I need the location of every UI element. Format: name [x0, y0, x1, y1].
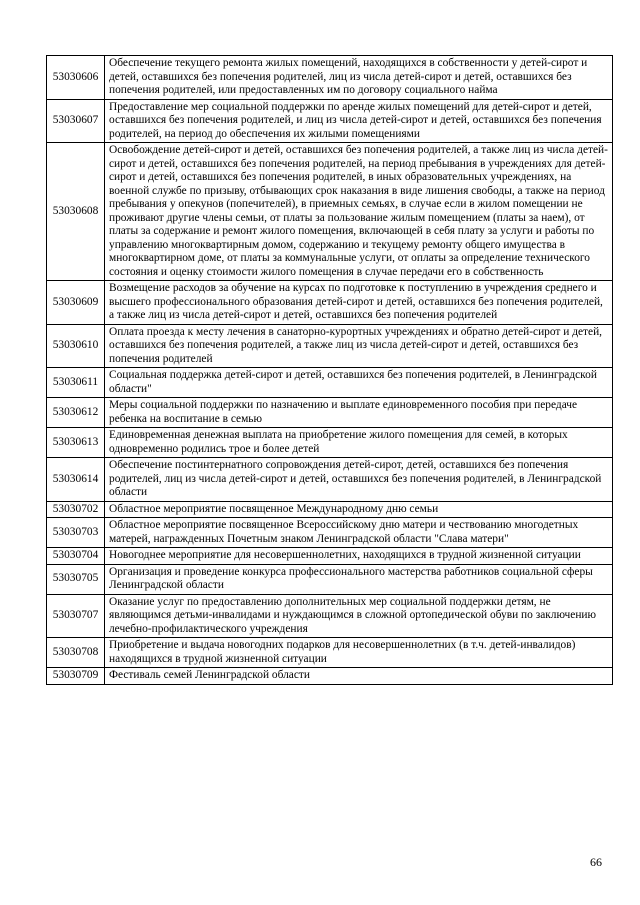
- row-description: Приобретение и выдача новогодних подарков для несовершеннолетних (в т.ч. детей-инвалидов) находящихся в трудной жизненной ситуации: [105, 638, 613, 668]
- row-code: 53030611: [47, 368, 105, 398]
- row-description: Обеспечение текущего ремонта жилых помещений, находящихся в собственности у детей-сирот и детей, оставшихся без попечения родителей, лиц из числа детей-сирот и детей, оставшихся без попечения родителей, или предоставленных им по договору социального найма: [105, 56, 613, 100]
- table-row: [47, 638, 613, 668]
- row-description: Организация и проведение конкурса профессионального мастерства работников социальной сферы Ленинградской области: [105, 564, 613, 594]
- row-description: Областное мероприятие посвященное Всероссийскому дню матери и чествованию многодетных матерей, награжденных Почетным знаком Ленинградской области "Слава матери": [105, 518, 613, 548]
- row-code: 53030707: [47, 594, 105, 638]
- table-row: [47, 368, 613, 398]
- table-row: [47, 56, 613, 100]
- row-description: Оказание услуг по предоставлению дополнительных мер социальной поддержки детям, не являющимся детьми-инвалидами и нуждающимся в сложной ортопедической обуви по заключению лечебно-профилактического учреждения: [105, 594, 613, 638]
- row-description: Новогоднее мероприятие для несовершеннолетних, находящихся в трудной жизненной ситуации: [105, 548, 613, 565]
- row-code: 53030703: [47, 518, 105, 548]
- row-description: Меры социальной поддержки по назначению и выплате единовременного пособия при передаче ребенка на воспитание в семью: [105, 398, 613, 428]
- row-description: Фестиваль семей Ленинградской области: [105, 668, 613, 685]
- row-code: 53030702: [47, 501, 105, 518]
- row-code: 53030705: [47, 564, 105, 594]
- table-row: [47, 501, 613, 518]
- row-code: 53030612: [47, 398, 105, 428]
- table-row: [47, 518, 613, 548]
- table-row: [47, 324, 613, 368]
- table-row: [47, 143, 613, 281]
- row-description: Предоставление мер социальной поддержки по аренде жилых помещений для детей-сирот и детей, оставшихся без попечения родителей, и лиц из числа детей-сирот и детей, оставшихся без попечения родителей, на период до обеспечения их жилыми помещениями: [105, 99, 613, 143]
- table-row: [47, 281, 613, 325]
- row-description: Социальная поддержка детей-сирот и детей, оставшихся без попечения родителей, в Ленинградской области": [105, 368, 613, 398]
- row-description: Возмещение расходов за обучение на курсах по подготовке к поступлению в учреждения среднего и высшего профессионального образования детей-сирот и детей, оставшихся без попечения родителей, а также лиц из числа детей-сирот и детей, оставшихся без попечения родителей: [105, 281, 613, 325]
- row-code: 53030704: [47, 548, 105, 565]
- table-row: [47, 594, 613, 638]
- row-code: 53030608: [47, 143, 105, 281]
- row-code: 53030606: [47, 56, 105, 100]
- budget-codes-table: [46, 55, 613, 685]
- row-code: 53030613: [47, 428, 105, 458]
- row-code: 53030609: [47, 281, 105, 325]
- table-row: [47, 564, 613, 594]
- row-code: 53030610: [47, 324, 105, 368]
- row-code: 53030607: [47, 99, 105, 143]
- row-description: Обеспечение постинтернатного сопровождения детей-сирот, детей, оставшихся без попечения родителей, лиц из числа детей-сирот и детей, оставшихся без попечения родителей, в Ленинградской области: [105, 458, 613, 502]
- table-row: [47, 548, 613, 565]
- table-body: [47, 56, 613, 685]
- row-description: Оплата проезда к месту лечения в санаторно-курортных учреждениях и обратно детей-сирот и детей, оставшихся без попечения родителей, а также лиц из числа детей-сирот и детей, оставшихся без попечения родителей: [105, 324, 613, 368]
- table-row: [47, 668, 613, 685]
- table-row: [47, 398, 613, 428]
- page-number: 66: [590, 855, 602, 869]
- row-description: Единовременная денежная выплата на приобретение жилого помещения для семей, в которых одновременно родились трое и более детей: [105, 428, 613, 458]
- row-description: Областное мероприятие посвященное Международному дню семьи: [105, 501, 613, 518]
- table-row: [47, 99, 613, 143]
- table-row: [47, 458, 613, 502]
- row-code: 53030614: [47, 458, 105, 502]
- table-row: [47, 428, 613, 458]
- row-code: 53030709: [47, 668, 105, 685]
- row-description: Освобождение детей-сирот и детей, оставшихся без попечения родителей, а также лиц из числа детей-сирот и детей, оставшихся без попечения родителей, на период пребывания в учреждениях для детей-сирот и детей, оставшихся без попечения родителей, в иных образовательных учреждениях, на военной службе по призыву, отбывающих срок наказания в виде лишения свободы, а также на период пребывания у опекунов (попечителей), в приемных семьях, в случае если в жилом помещении не проживают другие члены семьи, от платы за пользование жилым помещением (платы за наем), от платы за содержание и ремонт жилого помещения, включающей в себя плату за услуги и работы по управлению многоквартирным домом, содержанию и текущему ремонту общего имущества в многоквартирном доме, от платы за коммунальные услуги, от оплаты за определение технического состояния и оценку стоимости жилого помещения в случае передачи его в собственность: [105, 143, 613, 281]
- row-code: 53030708: [47, 638, 105, 668]
